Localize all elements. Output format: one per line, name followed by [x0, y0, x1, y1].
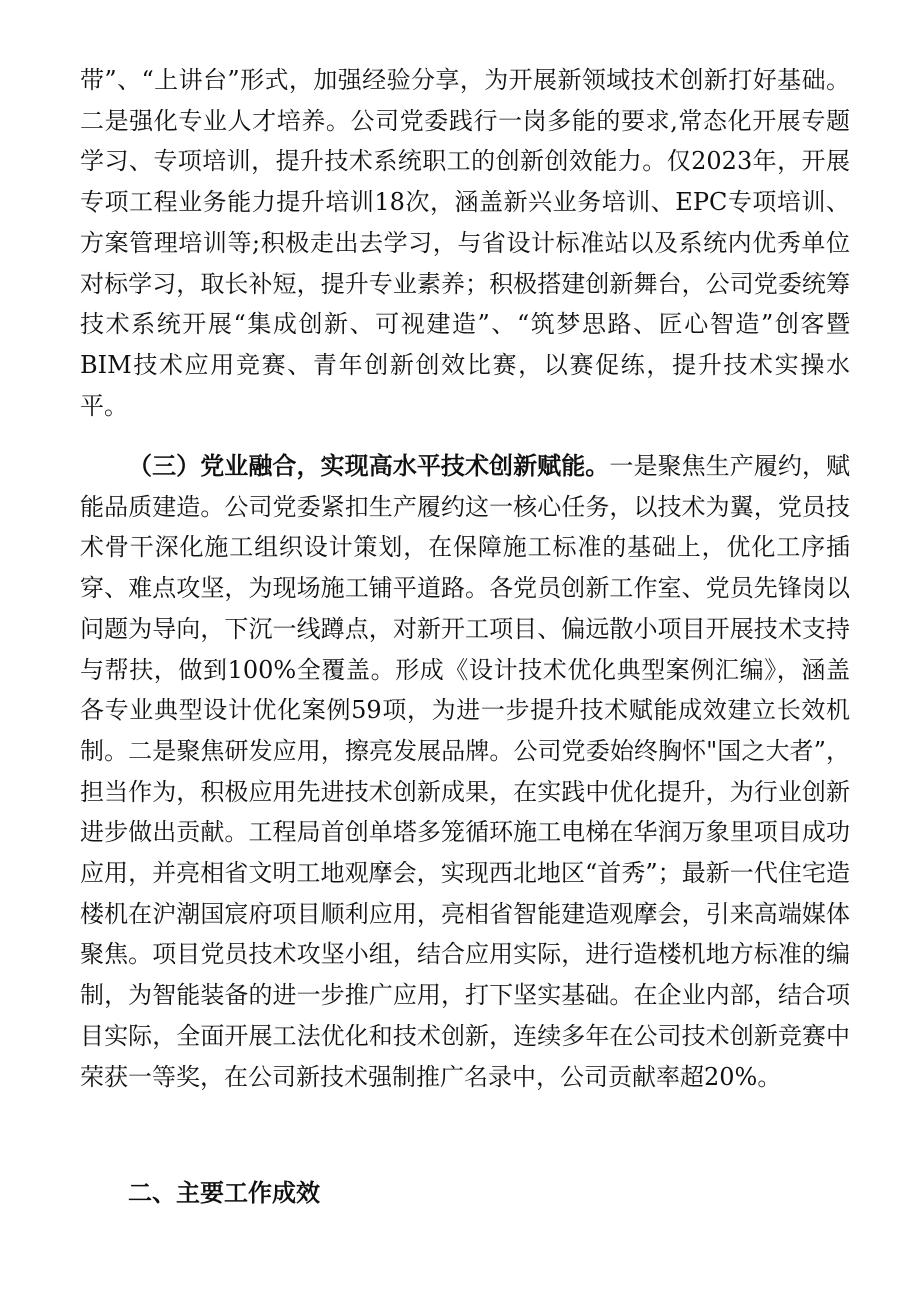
paragraph-party-business-integration: [80, 446, 850, 1097]
section-3-heading: （三）党业融合，实现高水平技术创新赋能。: [128, 452, 610, 480]
section-3-body: 一是聚焦生产履约，赋能品质建造。公司党委紧扣生产履约这一核心任务，以技术为翼，党员技术骨干深化施工组织设计策划，在保障施工标准的基础上，优化工序插穿、难点攻坚，为现场施工铺平道路。各党员创新工作室、党员先锋岗以问题为导向，下沉一线蹲点，对新开工项目、偏远散小项目开展技术支持与帮扶，做到100%全覆盖。形成《设计技术优化典型案例汇编》，涵盖各专业典型设计优化案例59项，为进一步提升技术赋能成效建立长效机制。二是聚焦研发应用，擦亮发展品牌。公司党委始终胸怀"国之大者”，担当作为，积极应用先进技术创新成果，在实践中优化提升，为行业创新进步做出贡献。工程局首创单塔多笼循环施工电梯在华润万象里项目成功应用，并亮相省文明工地观摩会，实现西北地区“首秀”；最新一代住宅造楼机在沪潮国宸府项目顺利应用，亮相省智能建造观摩会，引来高端媒体聚焦。项目党员技术攻坚小组，结合应用实际，进行造楼机地方标准的编制，为智能装备的进一步推广应用，打下坚实基础。在企业内部，结合项目实际，全面开展工法优化和技术创新，连续多年在公司技术创新竞赛中荣获一等奖，在公司新技术强制推广名录中，公司贡献率超20%。: [80, 452, 851, 1091]
paragraph-talent-training: 带”、“上讲台”形式，加强经验分享，为开展新领域技术创新打好基础。二是强化专业人才培养。公司党委践行一岗多能的要求,常态化开展专题学习、专项培训，提升技术系统职工的创新创效能力。仅2023年，开展专项工程业务能力提升培训18次，涵盖新兴业务培训、EPC专项培训、方案管理培训等;积极走出去学习，与省设计标准站以及系统内优秀单位对标学习，取长补短，提升专业素养；积极搭建创新舞台，公司党委统筹技术系统开展“集成创新、可视建造”、“筑梦思路、匠心智造”创客暨BIM技术应用竞赛、青年创新创效比赛，以赛促练，提升技术实操水平。: [80, 66, 850, 420]
section-heading-main-results: 二、主要工作成效: [128, 1179, 320, 1207]
